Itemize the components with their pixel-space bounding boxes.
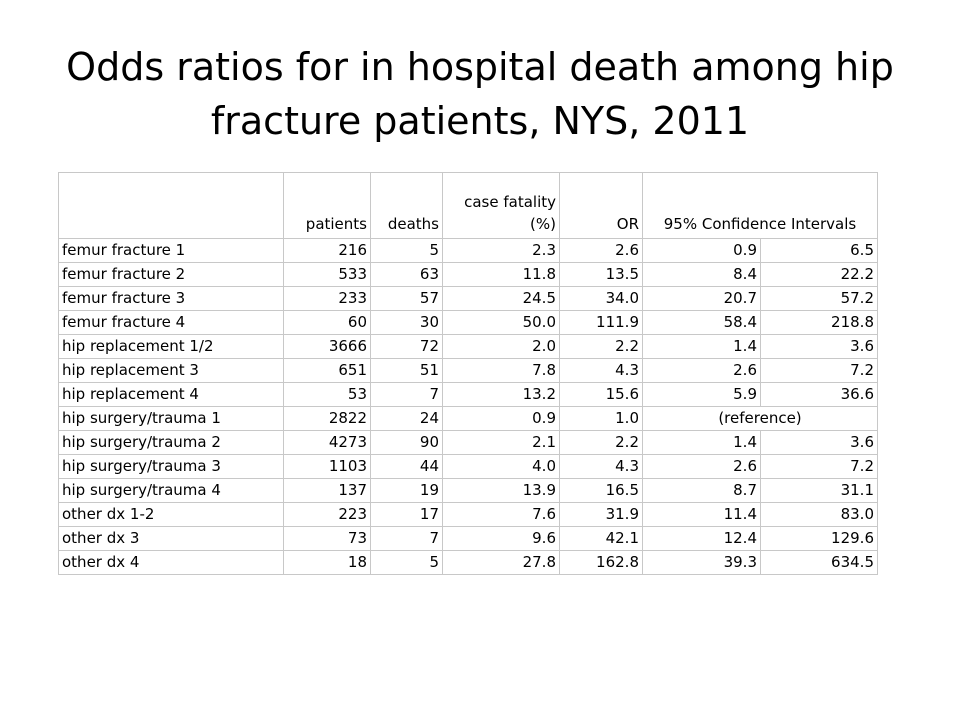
table-row: [59, 503, 878, 527]
cell-case-fatality: 7.8: [443, 359, 560, 383]
header-or: OR: [560, 173, 643, 239]
cell-ci-upper: 36.6: [761, 383, 878, 407]
cell-case-fatality: 27.8: [443, 551, 560, 575]
cell-ci-upper: 31.1: [761, 479, 878, 503]
cell-or: 2.6: [560, 239, 643, 263]
row-label: femur fracture 2: [59, 263, 284, 287]
table-row: [59, 455, 878, 479]
cell-patients: 233: [284, 287, 371, 311]
table-row: [59, 527, 878, 551]
table-row: [59, 287, 878, 311]
cell-or: 31.9: [560, 503, 643, 527]
cell-ci-lower: 58.4: [643, 311, 761, 335]
cell-ci-lower: 20.7: [643, 287, 761, 311]
cell-ci-lower: 8.7: [643, 479, 761, 503]
cell-patients: 60: [284, 311, 371, 335]
cell-ci-upper: 3.6: [761, 335, 878, 359]
cell-ci-lower: 0.9: [643, 239, 761, 263]
cell-case-fatality: 2.0: [443, 335, 560, 359]
cell-case-fatality: 2.3: [443, 239, 560, 263]
cell-ci-upper: 22.2: [761, 263, 878, 287]
cell-ci-lower: 2.6: [643, 455, 761, 479]
cell-case-fatality: 50.0: [443, 311, 560, 335]
cell-patients: 223: [284, 503, 371, 527]
cell-ci-upper: 7.2: [761, 455, 878, 479]
header-confidence-intervals: 95% Confidence Intervals: [643, 173, 878, 239]
cell-deaths: 44: [371, 455, 443, 479]
cell-deaths: 30: [371, 311, 443, 335]
cell-case-fatality: 0.9: [443, 407, 560, 431]
cell-or: 1.0: [560, 407, 643, 431]
cell-deaths: 51: [371, 359, 443, 383]
cell-ci-upper: 634.5: [761, 551, 878, 575]
cell-or: 111.9: [560, 311, 643, 335]
cell-case-fatality: 13.9: [443, 479, 560, 503]
table-row: [59, 407, 878, 431]
cell-ci-lower: 12.4: [643, 527, 761, 551]
cell-deaths: 24: [371, 407, 443, 431]
cell-ci-lower: 5.9: [643, 383, 761, 407]
cell-patients: 216: [284, 239, 371, 263]
cell-deaths: 5: [371, 551, 443, 575]
odds-ratio-table: [58, 172, 878, 575]
row-label: femur fracture 1: [59, 239, 284, 263]
header-label: [59, 173, 284, 239]
cell-deaths: 90: [371, 431, 443, 455]
header-row: [59, 173, 878, 239]
cell-ci-upper: 57.2: [761, 287, 878, 311]
cell-ci-lower: 1.4: [643, 335, 761, 359]
cell-ci-upper: 3.6: [761, 431, 878, 455]
cell-deaths: 7: [371, 383, 443, 407]
cell-or: 34.0: [560, 287, 643, 311]
table-row: [59, 239, 878, 263]
cell-patients: 53: [284, 383, 371, 407]
cell-case-fatality: 9.6: [443, 527, 560, 551]
cell-ci-upper: 7.2: [761, 359, 878, 383]
cell-or: 4.3: [560, 359, 643, 383]
cell-case-fatality: 4.0: [443, 455, 560, 479]
cell-patients: 18: [284, 551, 371, 575]
row-label: hip surgery/trauma 3: [59, 455, 284, 479]
cell-ci-lower: 1.4: [643, 431, 761, 455]
cell-or: 2.2: [560, 335, 643, 359]
row-label: other dx 1-2: [59, 503, 284, 527]
table-row: [59, 551, 878, 575]
slide-title: Odds ratios for in hospital death among hip fracture patients, NYS, 2011: [66, 45, 894, 143]
cell-deaths: 19: [371, 479, 443, 503]
cell-or: 4.3: [560, 455, 643, 479]
cell-case-fatality: 24.5: [443, 287, 560, 311]
cell-or: 13.5: [560, 263, 643, 287]
row-label: hip replacement 1/2: [59, 335, 284, 359]
cell-case-fatality: 2.1: [443, 431, 560, 455]
cell-patients: 4273: [284, 431, 371, 455]
cell-deaths: 57: [371, 287, 443, 311]
header-case-fatality: case fatality (%): [443, 173, 560, 239]
cell-or: 42.1: [560, 527, 643, 551]
cell-patients: 533: [284, 263, 371, 287]
cell-deaths: 17: [371, 503, 443, 527]
cell-ci-lower: 11.4: [643, 503, 761, 527]
table-row: [59, 263, 878, 287]
header-patients: patients: [284, 173, 371, 239]
row-label: hip surgery/trauma 4: [59, 479, 284, 503]
row-label: hip replacement 3: [59, 359, 284, 383]
cell-or: 2.2: [560, 431, 643, 455]
table-row: [59, 479, 878, 503]
cell-ci-upper: 218.8: [761, 311, 878, 335]
table-row: [59, 311, 878, 335]
cell-ci-upper: 6.5: [761, 239, 878, 263]
cell-deaths: 63: [371, 263, 443, 287]
cell-or: 16.5: [560, 479, 643, 503]
cell-ci-lower: 8.4: [643, 263, 761, 287]
cell-ci-upper: 83.0: [761, 503, 878, 527]
cell-patients: 73: [284, 527, 371, 551]
cell-ci-lower: 39.3: [643, 551, 761, 575]
cell-deaths: 5: [371, 239, 443, 263]
row-label: hip surgery/trauma 2: [59, 431, 284, 455]
cell-patients: 651: [284, 359, 371, 383]
row-label: femur fracture 3: [59, 287, 284, 311]
table-body: [59, 239, 878, 575]
table-row: [59, 335, 878, 359]
cell-patients: 3666: [284, 335, 371, 359]
cell-patients: 1103: [284, 455, 371, 479]
cell-case-fatality: 11.8: [443, 263, 560, 287]
cell-patients: 2822: [284, 407, 371, 431]
cell-ci-upper: 129.6: [761, 527, 878, 551]
cell-or: 162.8: [560, 551, 643, 575]
table-row: [59, 431, 878, 455]
table-row: [59, 383, 878, 407]
table-row: [59, 359, 878, 383]
cell-reference: (reference): [643, 407, 878, 431]
row-label: hip replacement 4: [59, 383, 284, 407]
row-label: femur fracture 4: [59, 311, 284, 335]
row-label: other dx 3: [59, 527, 284, 551]
cell-patients: 137: [284, 479, 371, 503]
header-deaths: deaths: [371, 173, 443, 239]
cell-or: 15.6: [560, 383, 643, 407]
cell-deaths: 7: [371, 527, 443, 551]
cell-case-fatality: 7.6: [443, 503, 560, 527]
cell-ci-lower: 2.6: [643, 359, 761, 383]
row-label: other dx 4: [59, 551, 284, 575]
row-label: hip surgery/trauma 1: [59, 407, 284, 431]
cell-deaths: 72: [371, 335, 443, 359]
cell-case-fatality: 13.2: [443, 383, 560, 407]
